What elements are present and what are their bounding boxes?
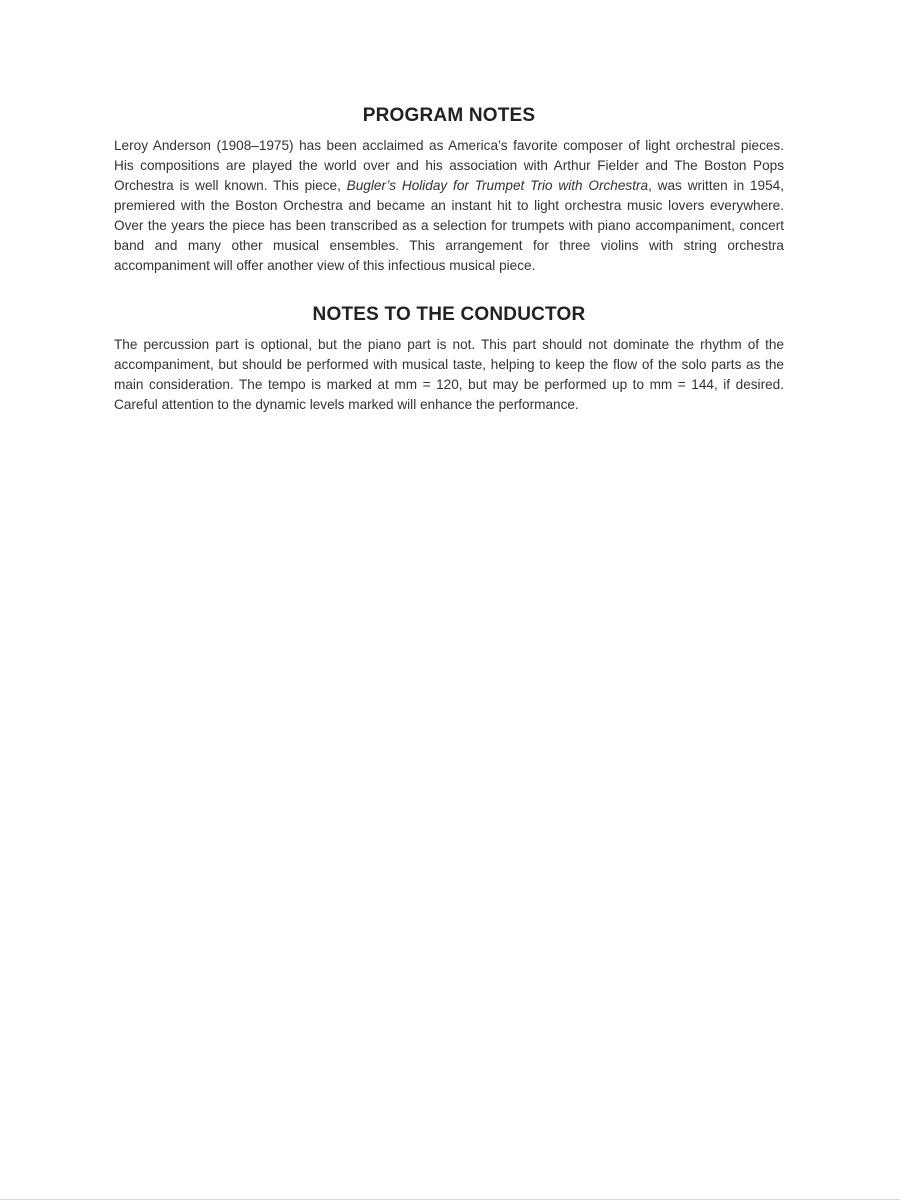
conductor-notes-paragraph: The percussion part is optional, but the piano part is not. This part should not dominate the rhythm of the accompaniment, but should be performed with musical taste, helping to keep the flow of the solo parts as the main consideration. The tempo is marked at mm = 120, but may be performed up to mm = 144, if desired. Careful attention to the dynamic levels marked will enhance the performance.	[114, 337, 784, 412]
program-notes-section	[114, 103, 784, 276]
conductor-notes-section	[114, 302, 784, 415]
document-content	[114, 103, 784, 415]
conductor-notes-heading: NOTES TO THE CONDUCTOR	[312, 304, 586, 325]
program-notes-text-before-title: Leroy Anderson (1908–1975) has been acclaimed as America’s favorite composer of light orchestral pieces. His compositions are played the world over and his association with Arthur Fielder and The Boston Pops Orchestra is well known. This piece,	[114, 138, 784, 193]
program-notes-text-after-title: , was written in 1954, premiered with the Boston Orchestra and became an instant hit to light orchestra music lovers everywhere. Over the years the piece has been transcribed as a selection for trumpets with piano accompaniment, concert band and many other musical ensembles. This arrangement for three violins with string orchestra accompaniment will offer another view of this infectious musical piece.	[114, 178, 784, 273]
program-notes-paragraph	[114, 136, 784, 276]
program-notes-heading: PROGRAM NOTES	[362, 105, 536, 126]
program-notes-piece-title: Bugler’s Holiday for Trumpet Trio with Orchestra	[346, 178, 649, 193]
